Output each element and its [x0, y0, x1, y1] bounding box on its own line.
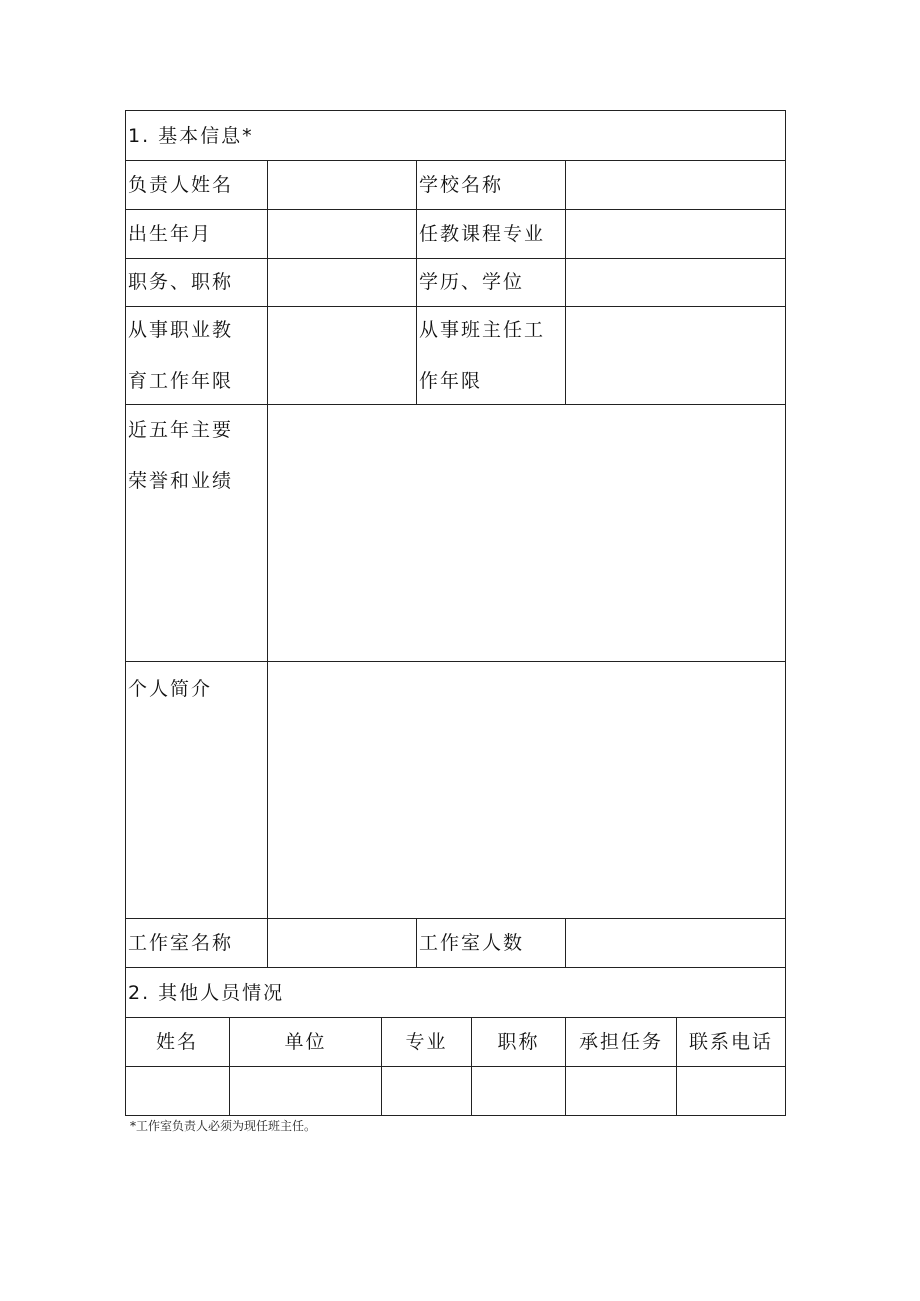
col-header-unit: 单位: [284, 1031, 327, 1053]
member-title-cell[interactable]: [472, 1067, 565, 1115]
member-phone-cell[interactable]: [677, 1067, 785, 1115]
label-birth: 出生年月: [128, 223, 213, 245]
label-course: 任教课程专业: [419, 223, 546, 245]
label-voc-years-line2: 育工作年限: [128, 370, 234, 392]
honors-field[interactable]: [268, 405, 785, 661]
member-task-cell[interactable]: [566, 1067, 676, 1115]
birth-field[interactable]: [268, 210, 416, 258]
label-school-name: 学校名称: [419, 174, 504, 196]
footnote: *工作室负责人必须为现任班主任。: [130, 1119, 317, 1133]
label-honors-line2: 荣誉和业绩: [128, 470, 234, 492]
label-position: 职务、职称: [128, 271, 234, 293]
course-field[interactable]: [566, 210, 785, 258]
education-field[interactable]: [566, 259, 785, 306]
section-title-text: 2. 其他人员情况: [128, 982, 285, 1004]
application-form-table: [125, 110, 785, 1115]
label-leader-name: 负责人姓名: [128, 174, 234, 196]
column-divider: [416, 160, 417, 404]
member-major-cell[interactable]: [382, 1067, 471, 1115]
col-header-major: 专业: [405, 1031, 448, 1053]
position-field[interactable]: [268, 259, 416, 306]
voc-years-field[interactable]: [268, 307, 416, 404]
label-honors-line1: 近五年主要: [128, 419, 234, 441]
label-head-years-line1: 从事班主任工: [419, 319, 546, 341]
section-title-other-members: [128, 981, 284, 1005]
member-name-cell[interactable]: [125, 1067, 229, 1115]
col-header-task: 承担任务: [578, 1031, 663, 1053]
label-head-years-line2: 作年限: [419, 370, 483, 392]
label-education: 学历、学位: [419, 271, 525, 293]
label-voc-years-line1: 从事职业教: [128, 319, 234, 341]
label-studio-name: 工作室名称: [128, 932, 234, 954]
col-header-phone: 联系电话: [688, 1031, 773, 1053]
row-divider: [125, 967, 785, 968]
column-divider: [416, 918, 417, 967]
label-studio-count: 工作室人数: [419, 932, 525, 954]
school-name-field[interactable]: [566, 161, 785, 209]
label-profile: 个人简介: [128, 678, 213, 700]
profile-field[interactable]: [268, 662, 785, 918]
studio-count-field[interactable]: [566, 919, 785, 967]
studio-name-field[interactable]: [268, 919, 416, 967]
head-years-field[interactable]: [566, 307, 785, 404]
col-header-title: 职称: [497, 1031, 540, 1053]
section-title-basic-info: 1. 基本信息*: [128, 125, 254, 147]
leader-name-field[interactable]: [268, 161, 416, 209]
row-divider: [125, 1017, 785, 1018]
col-header-name: 姓名: [155, 1031, 198, 1053]
member-unit-cell[interactable]: [230, 1067, 381, 1115]
